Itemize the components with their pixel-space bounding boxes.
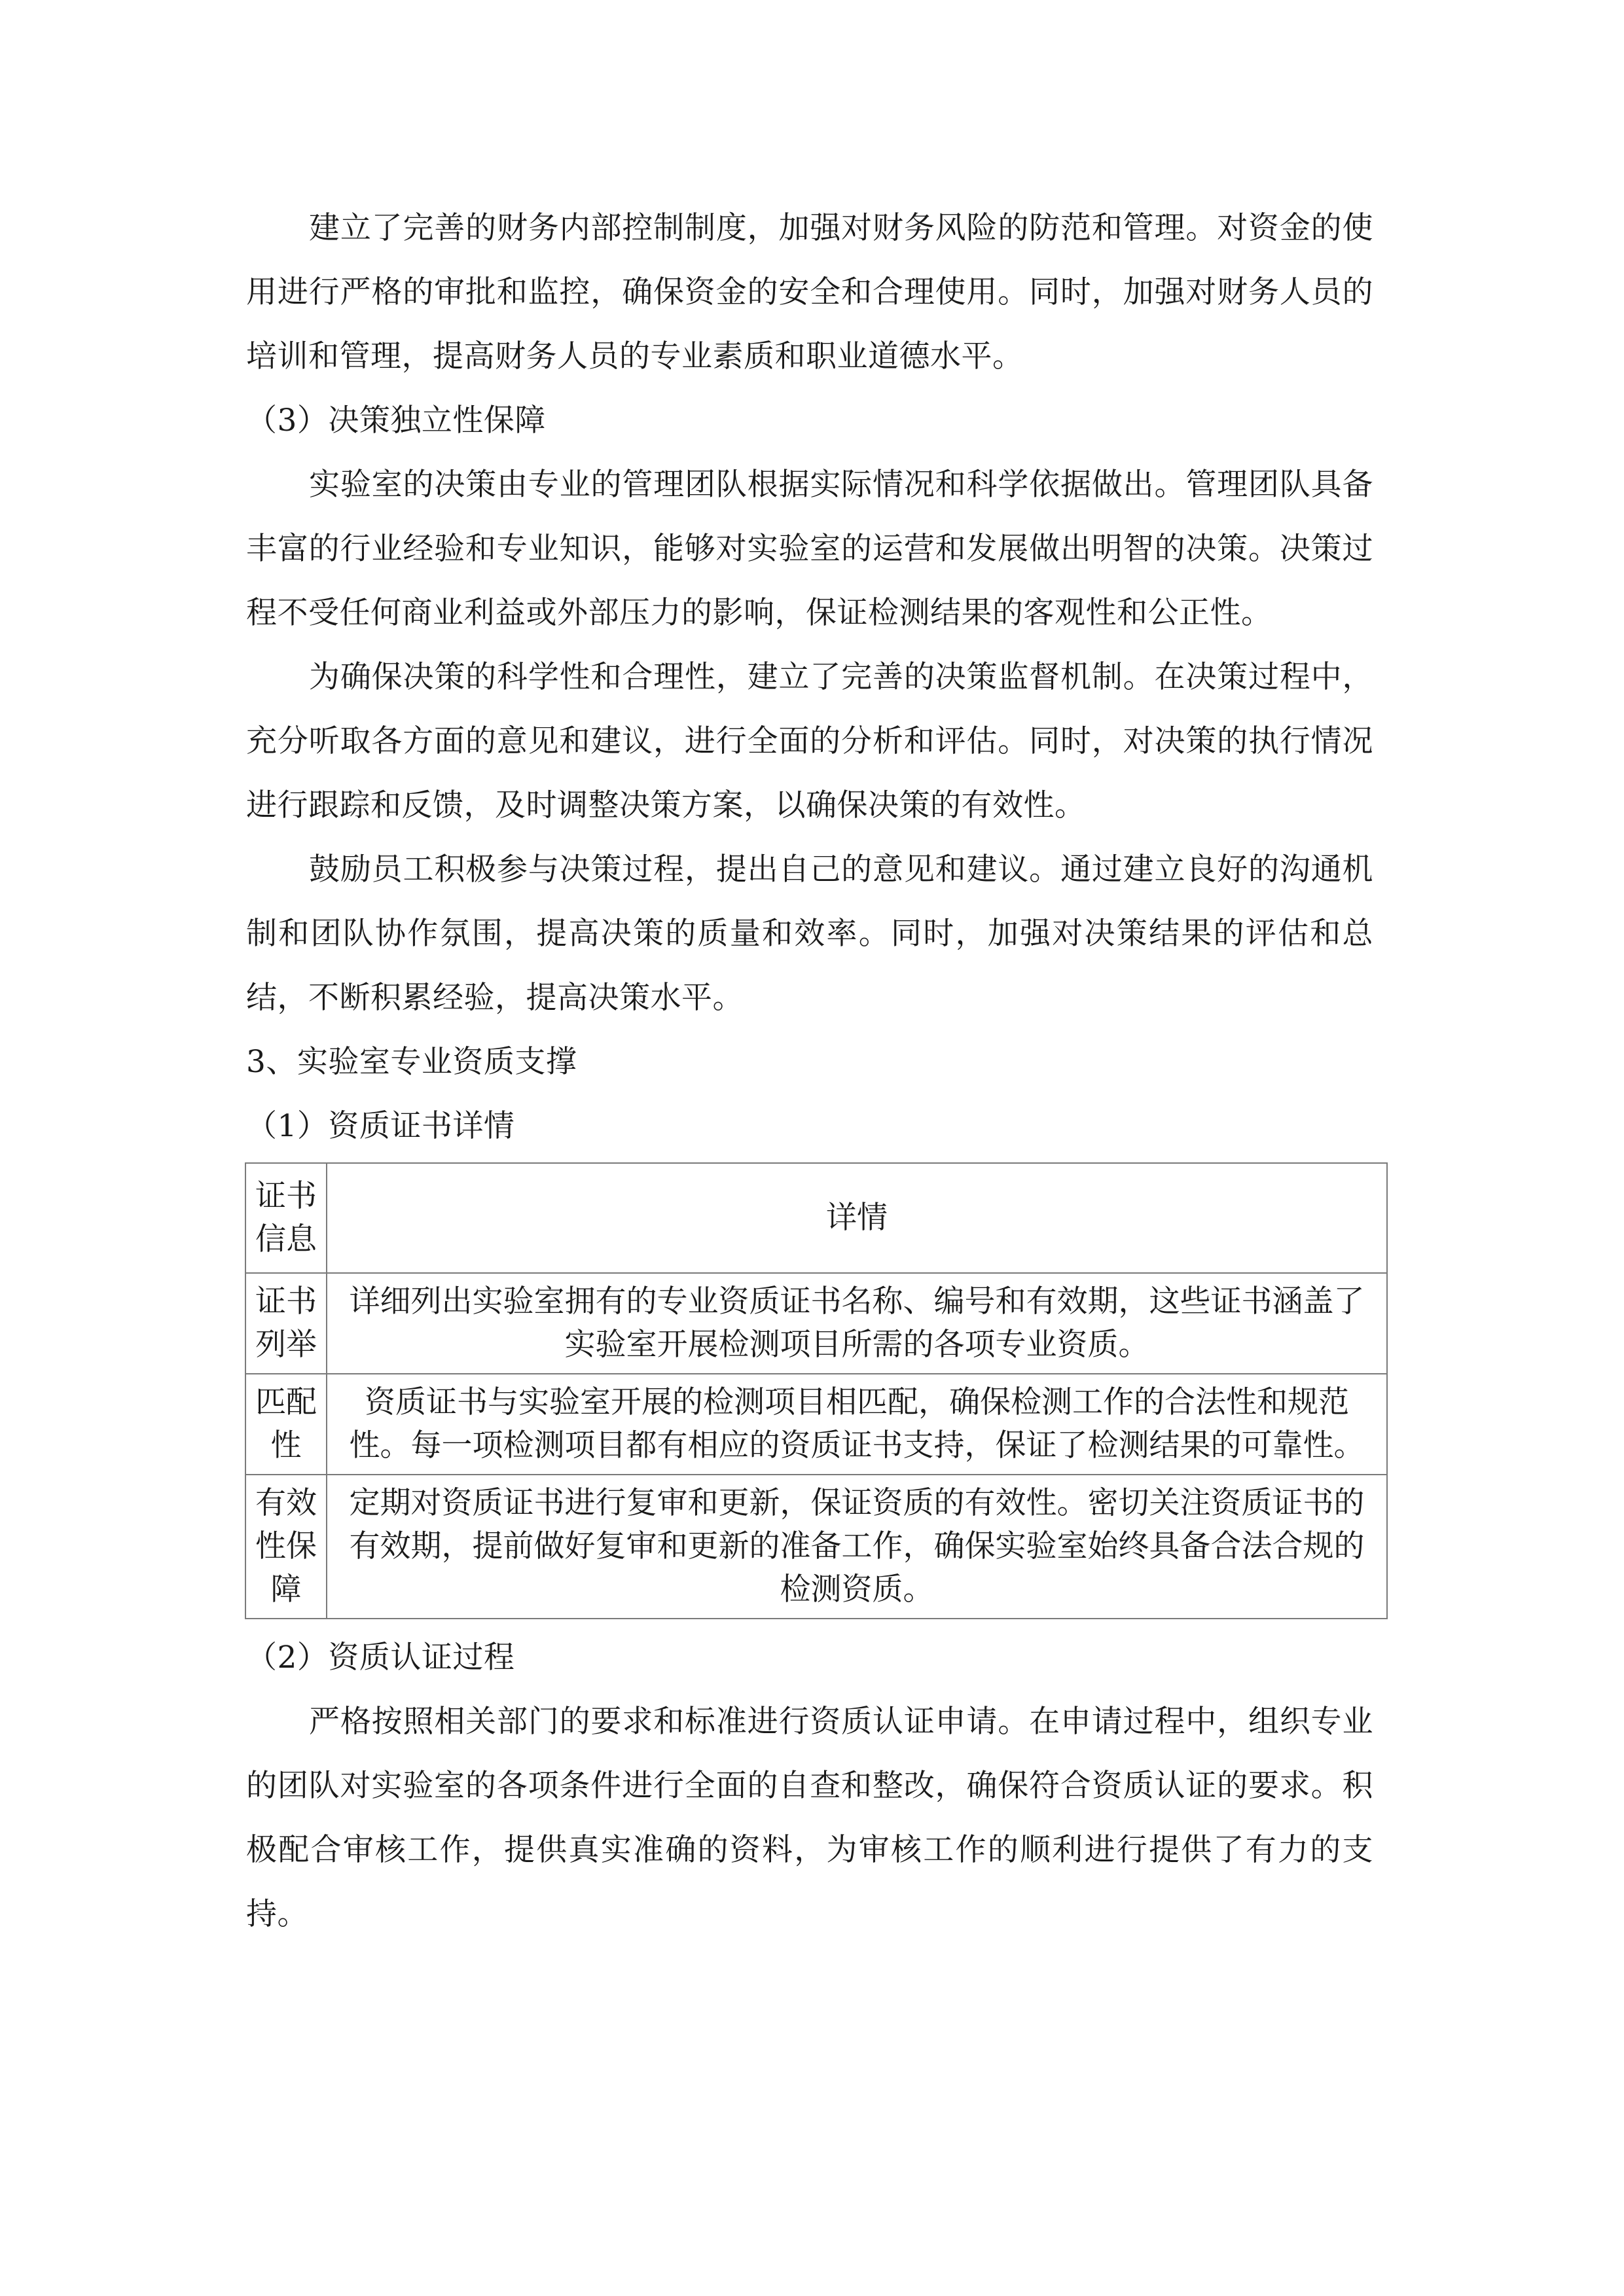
heading-certification-process: （2）资质认证过程 — [246, 1640, 515, 1676]
table-cell-detail: 详细列出实验室拥有的专业资质证书名称、编号和有效期，这些证书涵盖了实验室开展检测项目所需的各项专业资质。 — [327, 1273, 1387, 1374]
table-cell-detail: 定期对资质证书进行复审和更新，保证资质的有效性。密切关注资质证书的有效期，提前做好复审和更新的准备工作，确保实验室始终具备合法合规的检测资质。 — [327, 1475, 1387, 1619]
heading-qualification-support: 3、实验室专业资质支撑 — [246, 1044, 577, 1080]
certificate-table — [245, 1162, 1388, 1619]
table-cell-detail: 资质证书与实验室开展的检测项目相匹配，确保检测工作的合法性和规范性。每一项检测项目都有相应的资质证书支持，保证了检测结果的可靠性。 — [327, 1374, 1387, 1475]
heading-decision-independence: （3）决策独立性保障 — [246, 403, 546, 439]
paragraph-finance-control: 建立了完善的财务内部控制制度，加强对财务风险的防范和管理。对资金的使用进行严格的审批和监控，确保资金的安全和合理使用。同时，加强对财务人员的培训和管理，提高财务人员的专业素质和职业道德水平。 — [246, 210, 1373, 374]
table-header-label: 证书信息 — [245, 1163, 327, 1273]
table-cell-label: 有效性保障 — [245, 1475, 327, 1619]
table-header-row — [245, 1163, 1387, 1273]
table-row — [245, 1374, 1387, 1475]
table-header-detail: 详情 — [327, 1163, 1387, 1273]
paragraph-certification-application: 严格按照相关部门的要求和标准进行资质认证申请。在申请过程中，组织专业的团队对实验室的各项条件进行全面的自查和整改，确保符合资质认证的要求。积极配合审核工作，提供真实准确的资料，为审核工作的顺利进行提供了有力的支持。 — [246, 1704, 1373, 1932]
table-cell-label: 证书列举 — [245, 1273, 327, 1374]
document-content — [246, 196, 1373, 1946]
paragraph-decision-team: 实验室的决策由专业的管理团队根据实际情况和科学依据做出。管理团队具备丰富的行业经验和专业知识，能够对实验室的运营和发展做出明智的决策。决策过程不受任何商业利益或外部压力的影响，保证检测结果的客观性和公正性。 — [246, 467, 1373, 631]
table-row — [245, 1475, 1387, 1619]
table-row — [245, 1273, 1387, 1374]
heading-certificate-details: （1）资质证书详情 — [246, 1108, 515, 1144]
paragraph-employee-participation: 鼓励员工积极参与决策过程，提出自己的意见和建议。通过建立良好的沟通机制和团队协作氛围，提高决策的质量和效率。同时，加强对决策结果的评估和总结，不断积累经验，提高决策水平。 — [246, 852, 1373, 1016]
paragraph-decision-supervision: 为确保决策的科学性和合理性，建立了完善的决策监督机制。在决策过程中，充分听取各方面的意见和建议，进行全面的分析和评估。同时，对决策的执行情况进行跟踪和反馈，及时调整决策方案，以确保决策的有效性。 — [246, 659, 1373, 823]
table-cell-label: 匹配性 — [245, 1374, 327, 1475]
